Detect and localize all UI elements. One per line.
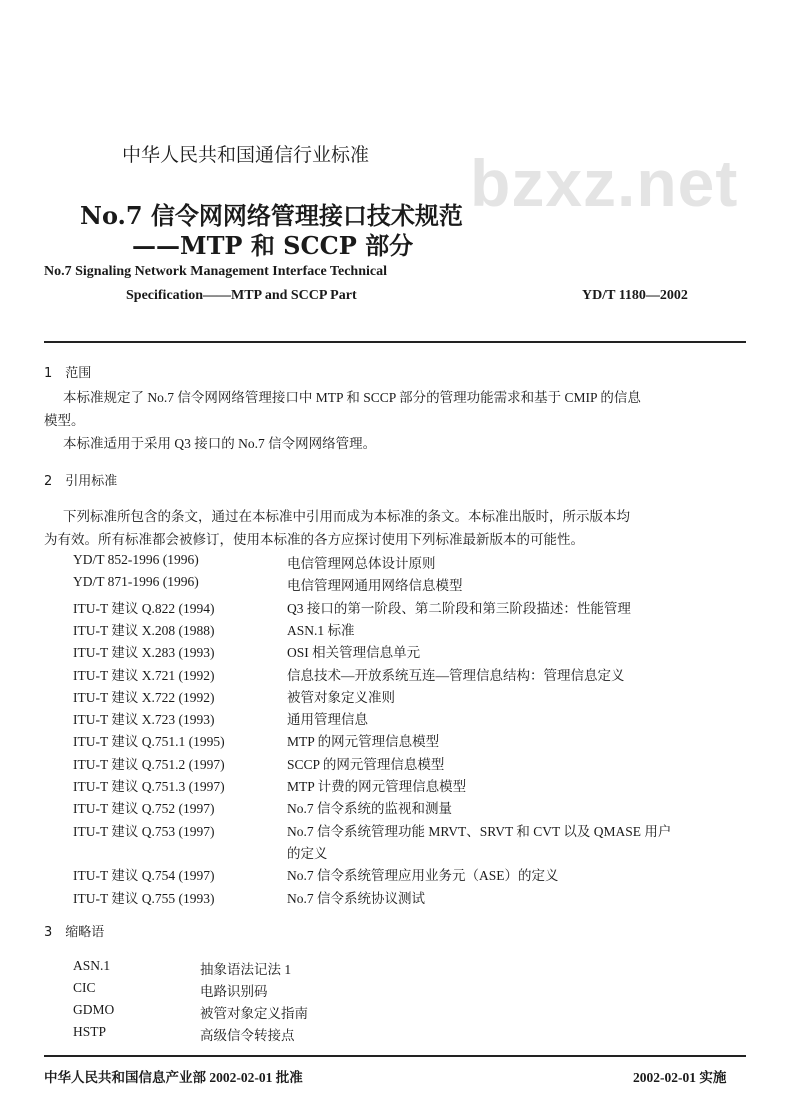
- reference-title: 被管对象定义准则: [287, 689, 395, 705]
- abbreviation-row: [73, 1002, 308, 1021]
- reference-id: ITU-T 建议 Q.751.3 (1997): [73, 779, 225, 794]
- reference-title: SCCP 的网元管理信息模型: [287, 756, 445, 772]
- reference-title: Q3 接口的第一阶段、第二阶段和第三阶段描述：性能管理: [287, 600, 631, 616]
- reference-title: No.7 信令系统管理应用业务元（ASE）的定义: [287, 868, 559, 884]
- title-line-2: ——MTP 和 SCCP 部分: [132, 231, 414, 260]
- reference-title: OSI 相关管理信息单元: [287, 645, 421, 661]
- reference-row: [73, 708, 368, 728]
- reference-row: [73, 775, 467, 795]
- reference-id: ITU-T 建议 Q.751.2 (1997): [73, 756, 225, 772]
- reference-id: ITU-T 建议 Q.751.1 (1995): [73, 734, 225, 750]
- approval-text: 中华人民共和国信息产业部 2002-02-01 批准: [44, 1070, 303, 1085]
- reference-id: YD/T 852-1996 (1996): [73, 552, 199, 567]
- reference-title: MTP 计费的网元管理信息模型: [287, 779, 467, 794]
- reference-row: [73, 552, 436, 571]
- header-divider: [44, 341, 746, 343]
- reference-row: [73, 753, 445, 773]
- reference-id: YD/T 871-1996 (1996): [73, 574, 199, 590]
- section-1-para-1: 本标准规定了 No.7 信令网网络管理接口中 MTP 和 SCCP 部分的管理功能需求和基于 CMIP 的信息: [63, 390, 641, 405]
- abbreviation-meaning: 电路识别码: [200, 984, 268, 999]
- section-2-para-cont: 为有效。所有标准都会被修订，使用本标准的各方应探讨使用下列标准最新版本的可能性。: [44, 532, 584, 547]
- standard-category: 中华人民共和国通信行业标准: [122, 144, 370, 166]
- reference-id: ITU-T 建议 Q.752 (1997): [73, 801, 215, 817]
- standard-code: YD/T 1180—2002: [582, 288, 688, 303]
- reference-title: ASN.1 标准: [287, 622, 355, 638]
- reference-id: ITU-T 建议 X.721 (1992): [73, 667, 215, 683]
- reference-row: [73, 597, 631, 617]
- reference-id: ITU-T 建议 X.283 (1993): [73, 645, 215, 661]
- abbreviation-meaning: 高级信令转接点: [200, 1028, 295, 1043]
- section-1-heading: 1 范围: [44, 366, 92, 381]
- reference-title-cont: 的定义: [287, 845, 328, 861]
- section-1-para-2: 本标准适用于采用 Q3 接口的 No.7 信令网网络管理。: [63, 436, 377, 451]
- reference-id: ITU-T 建议 Q.755 (1993): [73, 890, 215, 906]
- reference-id: ITU-T 建议 Q.754 (1997): [73, 868, 215, 884]
- effective-date: 2002-02-01 实施: [633, 1070, 727, 1085]
- abbreviation-row: [73, 1024, 295, 1043]
- reference-title: 通用管理信息: [287, 712, 368, 728]
- section-2-para: 下列标准所包含的条文，通过在本标准中引用而成为本标准的条文。本标准出版时，所示版本均: [63, 509, 630, 524]
- abbreviation: GDMO: [73, 1002, 115, 1017]
- reference-title: No.7 信令系统管理功能 MRVT、SRVT 和 CVT 以及 QMASE 用户: [287, 823, 672, 839]
- reference-title: 电信管理网通用网络信息模型: [287, 578, 463, 594]
- abbreviation-meaning: 被管对象定义指南: [200, 1006, 308, 1021]
- footer-divider: [44, 1055, 746, 1057]
- section-1-para-1-cont: 模型。: [44, 413, 85, 428]
- english-title-line-2: Specification——MTP and SCCP Part: [126, 288, 357, 303]
- reference-title: MTP 的网元管理信息模型: [287, 734, 440, 750]
- abbreviation-row: [73, 958, 292, 977]
- section-2-heading: 2 引用标准: [44, 474, 118, 489]
- reference-row: [73, 641, 421, 661]
- reference-title: No.7 信令系统协议测试: [287, 890, 425, 906]
- reference-row: [73, 887, 425, 907]
- reference-row: [73, 864, 559, 884]
- abbreviation: HSTP: [73, 1024, 107, 1039]
- abbreviation-row: [73, 980, 268, 999]
- reference-title: No.7 信令系统的监视和测量: [287, 801, 452, 817]
- reference-row: [73, 820, 672, 840]
- reference-row: [73, 619, 355, 639]
- title-line-1: No.7 信令网网络管理接口技术规范: [80, 201, 463, 230]
- english-title-line-1: No.7 Signaling Network Management Interface Technical: [44, 264, 387, 279]
- watermark: bzxz.net: [470, 146, 739, 220]
- abbreviation: ASN.1: [73, 958, 111, 973]
- abbreviation: CIC: [73, 980, 96, 995]
- reference-row: [73, 686, 395, 706]
- reference-title: 电信管理网总体设计原则: [287, 556, 436, 571]
- reference-row: [73, 664, 625, 684]
- section-3-heading: 3 缩略语: [44, 925, 105, 940]
- reference-title: 信息技术—开放系统互连—管理信息结构：管理信息定义: [287, 667, 625, 683]
- reference-id: ITU-T 建议 Q.753 (1997): [73, 823, 215, 839]
- reference-id: ITU-T 建议 X.722 (1992): [73, 689, 215, 705]
- reference-id: ITU-T 建议 X.723 (1993): [73, 712, 215, 728]
- abbreviation-meaning: 抽象语法记法 1: [200, 962, 292, 977]
- reference-row: [73, 574, 463, 594]
- reference-row: [73, 730, 440, 750]
- reference-row: [73, 797, 452, 817]
- reference-id: ITU-T 建议 Q.822 (1994): [73, 600, 215, 616]
- reference-id: ITU-T 建议 X.208 (1988): [73, 622, 215, 638]
